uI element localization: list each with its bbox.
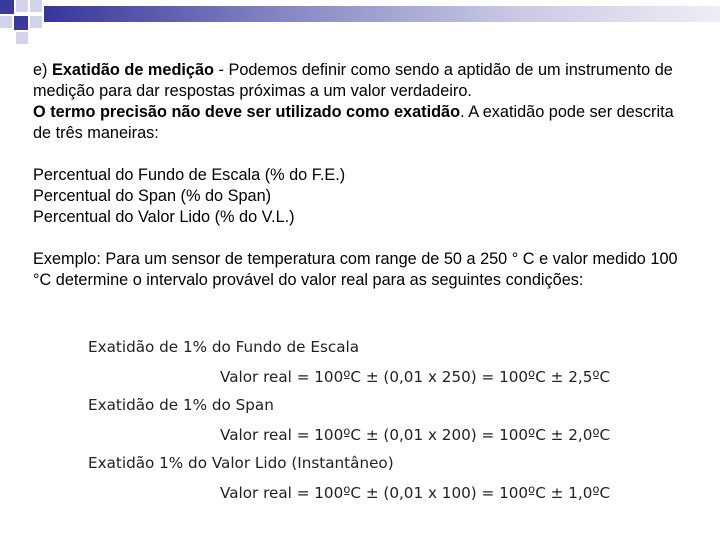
decor-square	[14, 16, 28, 30]
calculation-formula: Valor real = 100ºC ± (0,01 x 250) = 100ºC ± 2,5ºC	[220, 368, 611, 386]
method-item: Percentual do Span (% do Span)	[33, 187, 272, 205]
calculation-label: Exatidão de 1% do Span	[88, 396, 274, 414]
decor-square	[30, 16, 42, 28]
precision-note-text: . A exatidão pode ser descrita de três maneiras:	[33, 103, 674, 142]
item-prefix: e)	[33, 61, 53, 79]
slide-header-decoration	[0, 0, 720, 46]
definition-paragraph	[33, 60, 693, 102]
method-item: Percentual do Fundo de Escala (% do F.E.)	[33, 166, 346, 184]
calculation-formula: Valor real = 100ºC ± (0,01 x 200) = 100ºC ± 2,0ºC	[220, 426, 611, 444]
decor-square	[16, 32, 28, 44]
calculation-label: Exatidão de 1% do Fundo de Escala	[88, 338, 360, 356]
decor-square	[0, 16, 12, 28]
method-item: Percentual do Valor Lido (% do V.L.)	[33, 208, 295, 226]
example-paragraph: Exemplo: Para um sensor de temperatura com range de 50 a 250 ° C e valor medido 100 °C determine o intervalo provável do valor real para as seguintes condições:	[33, 250, 678, 289]
defined-term: Exatidão de medição	[52, 61, 214, 79]
decor-square	[16, 0, 28, 12]
slide-body	[33, 60, 693, 291]
calculation-formula: Valor real = 100ºC ± (0,01 x 100) = 100ºC ± 1,0ºC	[220, 484, 611, 502]
decor-square	[30, 0, 42, 12]
decor-square	[0, 0, 14, 14]
definition-text: - Podemos definir como sendo a aptidão de um instrumento de medição para dar respostas próximas a um valor verdadeiro.	[33, 61, 673, 100]
precision-note	[33, 102, 693, 144]
precision-warning: O termo precisão não deve ser utilizado como exatidão	[33, 103, 461, 121]
header-gradient-bar	[44, 6, 720, 22]
calculation-label: Exatidão 1% do Valor Lido (Instantâneo)	[88, 454, 394, 472]
